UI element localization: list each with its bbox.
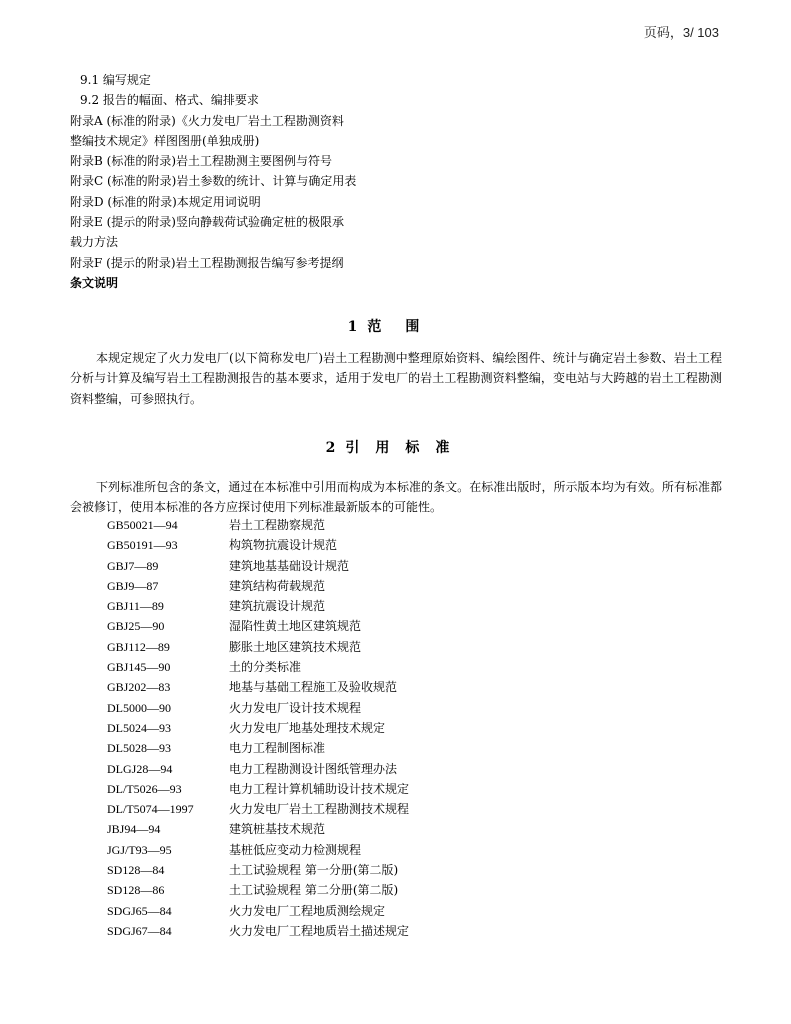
standard-code: GB50021—94 <box>107 518 178 532</box>
standard-row <box>107 637 527 657</box>
referenced-standards-list <box>107 515 527 941</box>
standard-code: SD128—84 <box>107 863 165 878</box>
standard-code: DL5024—93 <box>107 720 171 735</box>
standard-name: 电力工程计算机辅助设计技术规定 <box>229 781 410 796</box>
standard-row <box>107 738 527 758</box>
standard-code: JBJ94—94 <box>107 822 161 837</box>
toc-line: 条文说明 <box>70 275 119 290</box>
standard-name: 地基与基础工程施工及验收规范 <box>229 680 398 695</box>
section-2-text: 下列标准所包含的条文，通过在本标准中引用而构成为本标准的条文。在标准出版时，所示版本均为有效。所有标准都会被修订，使用本标准的各方应探讨使用下列标准最新版本的可能性。 <box>70 480 722 515</box>
section-1-text: 本规定规定了火力发电厂(以下简称发电厂)岩土工程勘测中整理原始资料、编绘图件、统计与确定岩土参数、岩土工程分析与计算及编写岩土工程勘测报告的基本要求，适用于发电厂的岩土工程勘测资料整编，变电站与大跨越的岩土工程勘测资料整编，可参照执行。 <box>70 351 722 406</box>
standard-code: GBJ25—90 <box>107 619 165 634</box>
standard-name: 电力工程勘测设计图纸管理办法 <box>229 761 398 776</box>
toc-line: 附录B (标准的附录)岩土工程勘测主要图例与符号 <box>70 154 332 169</box>
standard-name: 火力发电厂岩土工程勘测技术规程 <box>229 802 410 817</box>
toc-line: 9.1 编写规定 <box>80 73 151 87</box>
standard-row <box>107 596 527 616</box>
standard-row <box>107 657 527 677</box>
standard-name: 岩土工程勘察规范 <box>229 518 326 532</box>
standard-row <box>107 860 527 880</box>
standard-code: GBJ202—83 <box>107 680 171 695</box>
page-indicator: 页码，3/ 103 <box>643 25 719 40</box>
standard-row <box>107 616 527 636</box>
standard-code: SD128—86 <box>107 883 165 898</box>
standard-code: GB50191—93 <box>107 538 178 553</box>
standard-code: GBJ112—89 <box>107 639 170 654</box>
standard-name: 土工试验规程 第二分册(第二版) <box>229 883 399 898</box>
standard-code: SDGJ65—84 <box>107 903 172 918</box>
standard-code: DLGJ28—94 <box>107 761 173 776</box>
standard-row <box>107 576 527 596</box>
standard-row <box>107 535 527 555</box>
standard-name: 建筑结构荷载规范 <box>229 578 326 593</box>
standard-name: 建筑抗震设计规范 <box>229 599 326 614</box>
table-of-contents <box>70 70 400 293</box>
standard-name: 火力发电厂工程地质测绘规定 <box>229 903 386 918</box>
standard-code: DL/T5074—1997 <box>107 802 194 817</box>
section-2-number: 2 <box>325 440 336 456</box>
standard-row <box>107 779 527 799</box>
toc-line: 附录F (提示的附录)岩土工程勘测报告编写参考提纲 <box>70 255 344 270</box>
standard-name: 土的分类标准 <box>229 660 302 675</box>
standard-name: 土工试验规程 第一分册(第二版) <box>229 863 399 878</box>
standard-name: 火力发电厂设计技术规程 <box>229 700 362 715</box>
standard-name: 基桩低应变动力检测规程 <box>229 842 362 857</box>
toc-line: 附录A (标准的附录)《火力发电厂岩土工程勘测资料 <box>70 113 344 128</box>
standard-code: DL/T5026—93 <box>107 781 182 796</box>
standard-name: 湿陷性黄土地区建筑规范 <box>229 619 362 634</box>
standard-name: 构筑物抗震设计规范 <box>229 538 338 553</box>
standard-row <box>107 819 527 839</box>
section-2-title <box>0 437 791 457</box>
standard-code: GBJ145—90 <box>107 660 171 675</box>
standard-row <box>107 677 527 697</box>
standard-row <box>107 515 527 535</box>
section-2-heading: 引用标准 <box>345 440 466 456</box>
standard-code: DL5000—90 <box>107 700 171 715</box>
toc-line: 整编技术规定》样图图册(单独成册) <box>70 133 260 148</box>
standard-name: 电力工程制图标准 <box>229 741 326 756</box>
standard-name: 火力发电厂地基处理技术规定 <box>229 720 386 735</box>
section-2-paragraph <box>70 477 722 518</box>
standard-name: 建筑桩基技术规范 <box>229 822 326 837</box>
toc-line: 载力方法 <box>70 235 119 250</box>
toc-line: 附录C (标准的附录)岩土参数的统计、计算与确定用表 <box>70 174 357 189</box>
standard-name: 火力发电厂工程地质岩土描述规定 <box>229 923 410 938</box>
standard-row <box>107 880 527 900</box>
toc-line: 9.2 报告的幅面、格式、编排要求 <box>80 93 259 108</box>
standard-row <box>107 698 527 718</box>
section-1-title <box>0 316 791 336</box>
toc-line: 附录D (标准的附录)本规定用词说明 <box>70 194 261 209</box>
standard-row <box>107 759 527 779</box>
standard-code: GBJ7—89 <box>107 558 159 573</box>
standard-name: 膨胀土地区建筑技术规范 <box>229 639 362 654</box>
section-1-heading: 范围 <box>367 319 444 335</box>
standard-row <box>107 901 527 921</box>
standard-code: JGJ/T93—95 <box>107 842 172 857</box>
standard-code: GBJ9—87 <box>107 578 159 593</box>
standard-row <box>107 556 527 576</box>
standard-name: 建筑地基基础设计规范 <box>229 558 350 573</box>
standard-code: DL5028—93 <box>107 741 171 756</box>
section-1-number: 1 <box>347 319 358 335</box>
standard-row <box>107 799 527 819</box>
standard-code: SDGJ67—84 <box>107 923 172 938</box>
toc-line: 附录E (提示的附录)竖向静载荷试验确定桩的极限承 <box>70 215 344 230</box>
section-1-paragraph <box>70 348 722 409</box>
standard-row <box>107 921 527 941</box>
standard-code: GBJ11—89 <box>107 599 164 614</box>
standard-row <box>107 840 527 860</box>
standard-row <box>107 718 527 738</box>
